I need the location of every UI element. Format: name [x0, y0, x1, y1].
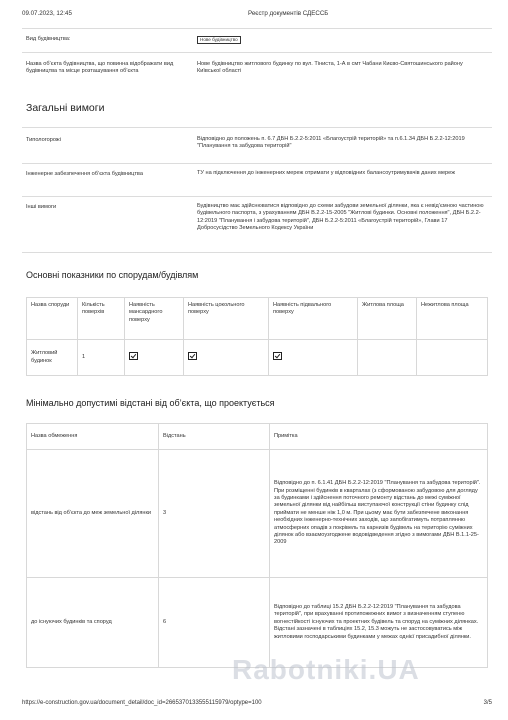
- info-label: Вид будівництва:: [26, 36, 71, 42]
- page-number: 3/5: [483, 700, 492, 706]
- restriction-distance: 3: [159, 450, 270, 578]
- general-row: [22, 127, 492, 162]
- column-header: Відстань: [159, 424, 270, 450]
- info-value: Нове будівництво житлового будинку по вул. Тіниста, 1-А в смт Чабани Києво-Святошинського району Київської області: [197, 61, 463, 75]
- cellar-checkbox-icon: [273, 352, 282, 360]
- table-row: [27, 450, 488, 578]
- section-heading-distances: Мінімально допустимі відстані від об’єкта, що проектується: [26, 398, 275, 408]
- column-header: Наявність цокольного поверху: [184, 298, 269, 340]
- section-heading-general: Загальні вимоги: [26, 102, 105, 114]
- column-header: Назва споруди: [27, 298, 78, 340]
- restriction-name: до існуючих будинків та споруд: [27, 578, 159, 668]
- info-row-object-name: [22, 52, 492, 93]
- general-value: ТУ на підключення до інженерних мереж отримати у відповідних балансоутримувачів даних мереж: [197, 170, 455, 176]
- restriction-note: Відповідно до п. 6.1.41 ДБН Б.2.2-12:2019 "Планування та забудова територій". При розміщенні будинків в кварталах (з сформованою забудовою для догляду за будинками і здійснення поточного ремонту відстань до межі суміжної земельної ділянки від найбільш виступаючої конструкції стіни будинку слід приймати не менше ніж 1,0 м. При цьому має бути забезпечене виконання необхідних інженерно-технічних заходів, що запобігатимуть потраплянню атмосферних опадів з покрівель та карнизів будівель на територію суміжних ділянок або взаємоузгоджене водовідведення згідно з вимогами ДБН В.1.1-25-2009: [270, 450, 488, 578]
- nonliving-area: [417, 340, 488, 376]
- attic-checkbox-icon: [129, 352, 138, 360]
- general-label: Типологорожі: [26, 137, 61, 143]
- page-url: https://e-construction.gov.ua/document_detail/doc_id=2665370133555115979/optype=100: [22, 700, 262, 706]
- table-header-row: [27, 298, 488, 340]
- general-value: Будівництво має здійснюватися відповідно до схеми забудови земельної ділянки, яка є невід’ємною частиною будівельного паспорта, з урахуванням ДБН В.2.2-15-2005 "Житлові будинки. Основні положення", ДБН Б.2.2-12:2019 "Планування і забудова територій", ДБН Б.2.2-5:2011 «Благоустрій територій», Глави 17 Добросусідство Земельного Кодексу України: [197, 203, 484, 232]
- distances-table: [26, 423, 488, 668]
- basement-floor-checkbox-icon: [188, 352, 197, 360]
- column-header: Наявність мансардного поверху: [125, 298, 184, 340]
- general-label: Інженерне забезпечення об’єкта будівництва: [26, 171, 143, 177]
- watermark-logo: Rabotniki.UA: [232, 654, 420, 685]
- print-title: Реєстр документів СДЕССБ: [248, 10, 329, 17]
- restriction-distance: 6: [159, 578, 270, 668]
- general-row: [22, 163, 492, 194]
- column-header: Назва обмеження: [27, 424, 159, 450]
- restriction-name: відстань від об’єкта до меж земельної ділянки: [27, 450, 159, 578]
- info-row-type: [22, 28, 492, 51]
- general-value: Відповідно до положень п. 6.7 ДБН Б.2.2-5:2011 «Благоустрій територій» та п.6.1.34 ДБН Б.2.2-12:2019 "Планування та забудова територій": [197, 136, 465, 150]
- general-label: Інші вимоги: [26, 204, 57, 210]
- table-row: [27, 340, 488, 376]
- living-area: [358, 340, 417, 376]
- column-header: Нежитлова площа: [417, 298, 488, 340]
- print-date: 09.07.2023, 12:45: [22, 10, 72, 17]
- column-header: Кількість поверхів: [78, 298, 125, 340]
- info-label: Назва об’єкта будівництва, що повинна відображати вид будівництва та місце розташування об’єкта: [26, 61, 174, 75]
- general-row: [22, 196, 492, 253]
- building-floors: 1: [78, 340, 125, 376]
- building-name: Житловий будинок: [27, 340, 78, 376]
- section-heading-buildings: Основні показники по спорудам/будівлям: [26, 270, 199, 280]
- table-header-row: [27, 424, 488, 450]
- column-header: Житлова площа: [358, 298, 417, 340]
- info-value: [197, 36, 487, 44]
- construction-type-badge: Нове будівництво: [197, 36, 241, 44]
- restriction-note: Відповідно до таблиці 15.2 ДБН Б.2.2-12:2019 "Планування та забудова територій", при врахуванні протипожежних вимог з визначенням ступеню вогнестійкості існуючих та проектних будівель та споруд на суміжних ділянках. Відстані зазначені в таблиціях 15.2, 15.3 можуть не застосовуватись між житловими господарськими будинками у межах однієї присадибної ділянки.: [270, 578, 488, 668]
- buildings-table: [26, 297, 488, 376]
- column-header: Наявність підвального поверху: [269, 298, 358, 340]
- column-header: Примітка: [270, 424, 488, 450]
